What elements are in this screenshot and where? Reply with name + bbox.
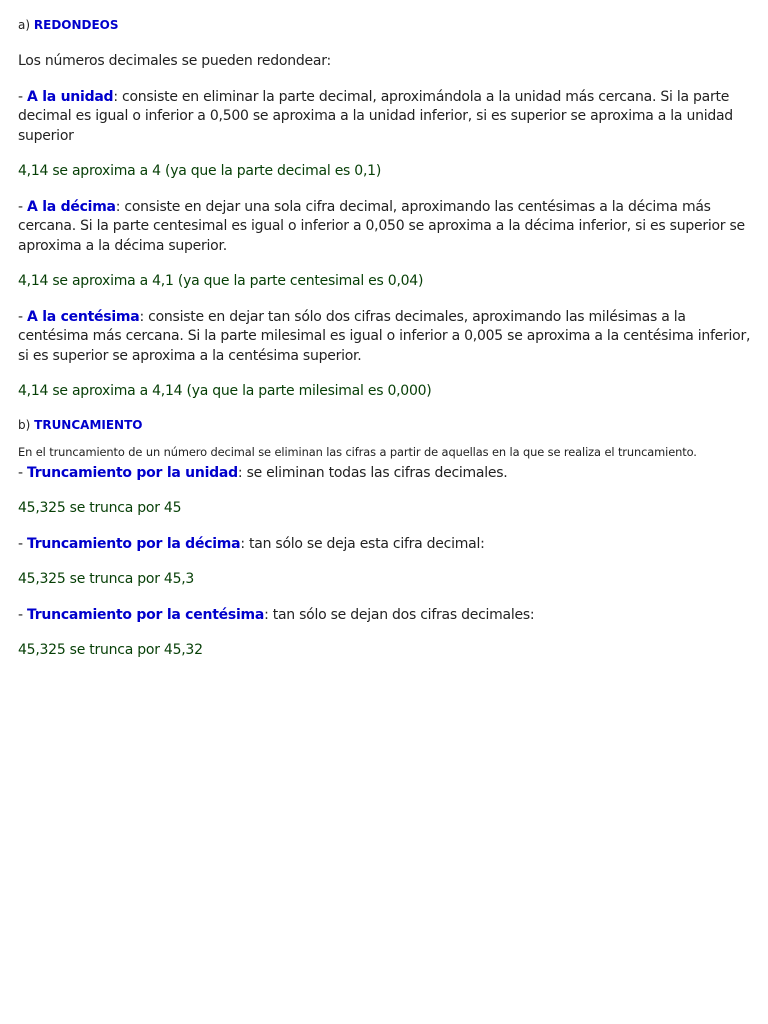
rule-term: Truncamiento por la unidad — [27, 464, 238, 481]
rounding-rule-hundredth — [18, 308, 756, 367]
section-b-title: TRUNCAMIENTO — [34, 417, 143, 432]
rule-dash: - — [18, 308, 28, 325]
rounding-example-hundredth: 4,14 se aproxima a 4,14 (ya que la parte milesimal es 0,000) — [18, 383, 432, 399]
rounding-rule-tenth — [18, 198, 756, 257]
rounding-example-unit: 4,14 se aproxima a 4 (ya que la parte decimal es 0,1) — [18, 163, 382, 179]
rule-dash: - — [18, 198, 28, 215]
truncation-rule-unit — [18, 464, 756, 484]
rule-text: : tan sólo se deja esta cifra decimal: — [240, 535, 485, 552]
rule-text: : se eliminan todas las cifras decimales. — [237, 464, 508, 481]
section-a-intro: Los números decimales se pueden redondear: — [18, 53, 331, 69]
section-b-intro: En el truncamiento de un número decimal se eliminan las cifras a partir de aquellas en la que se realiza el truncamiento. — [18, 444, 697, 459]
rule-term: Truncamiento por la centésima — [27, 606, 265, 623]
section-a-prefix: a) — [18, 18, 31, 32]
rule-text: : consiste en dejar tan sólo dos cifras decimales, aproximando las milésimas a la centésima más cercana. Si la parte milesimal es igual o inferior a 0,005 se aproxima a la centésima inferior, si es superior se aproxima a la centésima superior. — [18, 308, 751, 364]
rule-text: : tan sólo se dejan dos cifras decimales: — [264, 606, 535, 623]
section-b-prefix: b) — [18, 417, 31, 432]
rule-term: A la centésima — [27, 308, 140, 325]
section-b-heading — [18, 416, 756, 435]
document — [18, 16, 756, 661]
rule-dash: - — [18, 88, 28, 105]
rule-term: A la unidad — [27, 88, 114, 105]
rule-dash: - — [18, 464, 28, 481]
truncation-example-tenth: 45,325 se trunca por 45,3 — [18, 571, 195, 587]
rule-term: A la décima — [27, 198, 116, 215]
rounding-rule-unit — [18, 88, 756, 147]
rule-text: : consiste en eliminar la parte decimal, aproximándola a la unidad más cercana. Si la parte decimal es igual o inferior a 0,500 se aproxima a la unidad inferior, si es superior se aproxima a la unidad superior — [18, 88, 733, 144]
truncation-example-hundredth: 45,325 se trunca por 45,32 — [18, 642, 203, 658]
rule-term: Truncamiento por la décima — [27, 535, 241, 552]
section-a-heading — [18, 16, 756, 35]
section-a-title: REDONDEOS — [33, 18, 119, 32]
rule-text: : consiste en dejar una sola cifra decimal, aproximando las centésimas a la décima más cercana. Si la parte centesimal es igual o inferior a 0,050 se aproxima a la décima inferior, si es superior se aproxima a la décima superior. — [18, 198, 745, 254]
truncation-example-unit: 45,325 se trunca por 45 — [18, 500, 182, 516]
truncation-rule-hundredth — [18, 606, 756, 626]
rounding-example-tenth: 4,14 se aproxima a 4,1 (ya que la parte centesimal es 0,04) — [18, 273, 424, 289]
rule-dash: - — [18, 606, 28, 623]
rule-dash: - — [18, 535, 28, 552]
truncation-rule-tenth — [18, 535, 756, 555]
